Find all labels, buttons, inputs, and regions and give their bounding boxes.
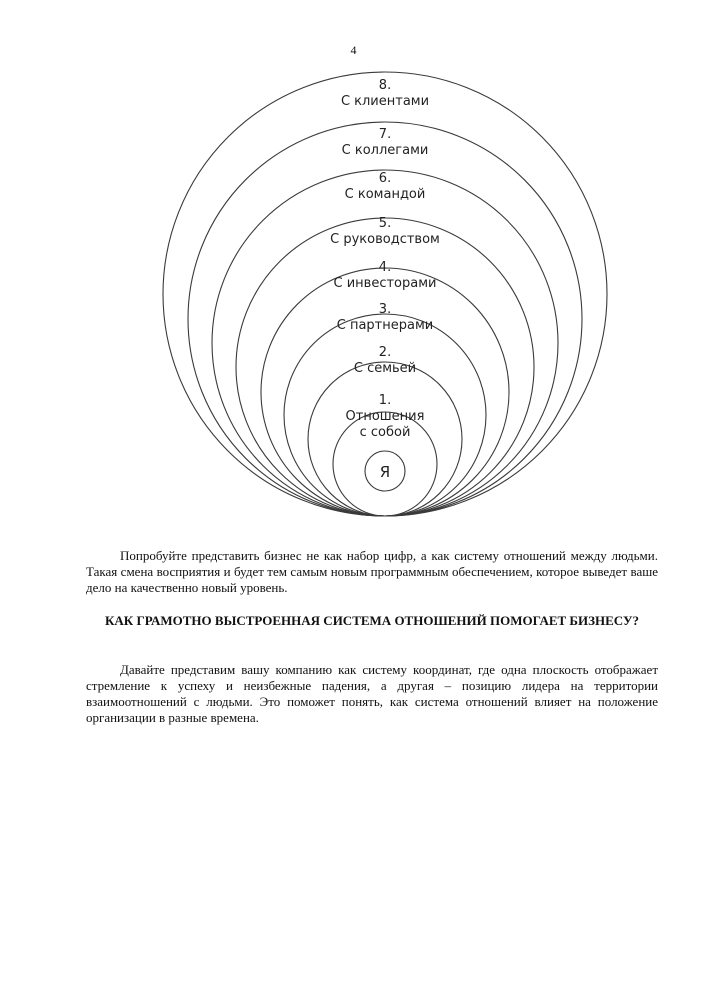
ring-5-number: 5. xyxy=(378,216,392,231)
ring-3-number: 3. xyxy=(378,302,392,317)
ring-8-label: С клиентами xyxy=(340,94,430,109)
paragraph-2: Давайте представим вашу компанию как систему координат, где одна плоскость отображает стремление к успеху и неизбежные падения, а другая – позицию лидера на территории взаимоотношений с людьми. Это поможет понять, как система отношений влияет на положение организации в разные времена. xyxy=(86,662,658,725)
ring-7-number: 7. xyxy=(378,127,392,142)
center-label: Я xyxy=(379,463,391,481)
ring-labels xyxy=(330,78,440,481)
ring-2-label: С семьей xyxy=(353,361,417,376)
ring-6-number: 6. xyxy=(378,171,392,186)
ring-2-number: 2. xyxy=(378,345,392,360)
ring-7-label: С коллегами xyxy=(341,143,429,158)
ring-5-label: С руководством xyxy=(330,232,440,247)
page-number: 4 xyxy=(350,43,357,57)
ring-1-label-line2: с собой xyxy=(359,425,411,440)
ring-1-label: Отношения xyxy=(345,409,425,424)
ring-8-number: 8. xyxy=(378,78,392,93)
ring-4-number: 4. xyxy=(378,260,392,275)
ring-4-label: С инвесторами xyxy=(333,276,437,291)
ring-1-number: 1. xyxy=(378,393,392,408)
paragraph-1: Попробуйте представить бизнес не как набор цифр, а как систему отношений между людьми. Такая смена восприятия и будет тем самым новым программным обеспечением, которое выведет ваше дело на качественно новый уровень. xyxy=(86,548,658,595)
ring-6-label: С командой xyxy=(344,187,426,202)
ring-3-label: С партнерами xyxy=(336,318,434,333)
section-heading: КАК ГРАМОТНО ВЫСТРОЕННАЯ СИСТЕМА ОТНОШЕНИЙ ПОМОГАЕТ БИЗНЕСУ? xyxy=(104,613,640,628)
